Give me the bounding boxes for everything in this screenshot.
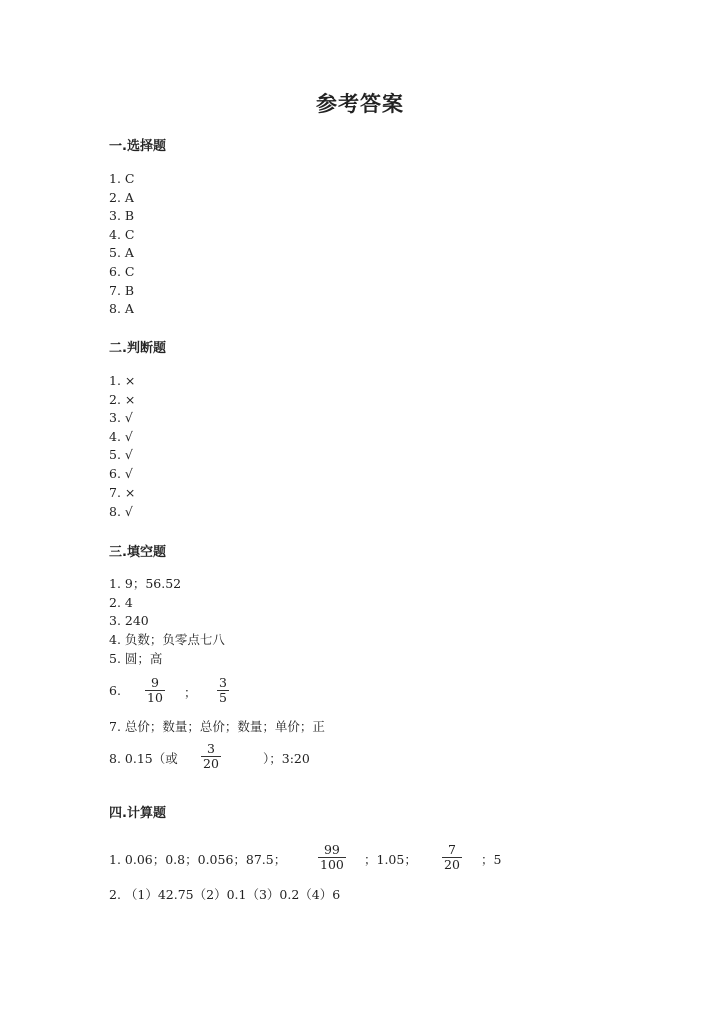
- answer-item-suffix: ；5: [481, 852, 502, 867]
- answer-item: 1. C: [109, 171, 135, 186]
- fraction-numerator: 3: [206, 741, 215, 756]
- fraction: [217, 676, 229, 705]
- section-heading-calculation: 四.计算题: [109, 806, 166, 821]
- separator: ；: [184, 685, 197, 700]
- page-title: 参考答案: [316, 92, 404, 116]
- section-heading-choice: 一.选择题: [109, 139, 166, 154]
- answer-item: 3. √: [109, 410, 133, 425]
- answer-item: 2. ×: [109, 392, 136, 407]
- answer-item: 3. B: [109, 208, 135, 223]
- fraction: [442, 843, 462, 872]
- answer-item: 8. √: [109, 504, 133, 519]
- answer-item: 5. A: [109, 245, 134, 260]
- fraction-denominator: 20: [203, 756, 219, 771]
- answer-item: 6. C: [109, 264, 135, 279]
- fraction-denominator: 10: [147, 690, 163, 705]
- answer-item: 3. 240: [109, 613, 149, 628]
- answer-item-prefix: 6.: [109, 683, 121, 698]
- answer-item: 6. √: [109, 466, 133, 481]
- answer-item: 5. √: [109, 447, 133, 462]
- answer-item-suffix: ）；3:20: [263, 751, 310, 766]
- answer-item: 5. 圆；高: [109, 651, 163, 666]
- answer-item: 1. ×: [109, 373, 136, 388]
- answer-item: 4. C: [109, 227, 135, 242]
- fraction: [318, 843, 346, 872]
- answer-item: 8. A: [109, 301, 134, 316]
- answer-item: 7. ×: [109, 485, 136, 500]
- answer-item: 1. 9；56.52: [109, 576, 182, 591]
- fraction-numerator: 9: [150, 675, 159, 690]
- answer-item-prefix: 8. 0.15（或: [109, 751, 178, 766]
- fraction-denominator: 20: [444, 857, 460, 872]
- section-heading-fill-blank: 三.填空题: [109, 545, 166, 560]
- answer-item: 2. A: [109, 190, 134, 205]
- fraction: [201, 742, 221, 771]
- answer-item: 2. （1）42.75（2）0.1（3）0.2（4）6: [109, 887, 341, 902]
- answer-item: 7. B: [109, 283, 135, 298]
- section-heading-judgment: 二.判断题: [109, 341, 166, 356]
- fraction-numerator: 7: [447, 842, 456, 857]
- answer-item: 7. 总价；数量；总价；数量；单价；正: [109, 719, 325, 734]
- fraction-denominator: 100: [320, 857, 344, 872]
- fraction-numerator: 3: [219, 675, 227, 690]
- fraction: [145, 676, 165, 705]
- answer-item-middle: ；1.05；: [364, 852, 417, 867]
- fraction-denominator: 5: [219, 690, 227, 705]
- answer-item: 2. 4: [109, 595, 133, 610]
- answer-item: 4. √: [109, 429, 133, 444]
- answer-item-prefix: 1. 0.06；0.8；0.056；87.5；: [109, 852, 287, 867]
- answer-item: 4. 负数；负零点七八: [109, 632, 225, 647]
- fraction-numerator: 99: [323, 842, 340, 857]
